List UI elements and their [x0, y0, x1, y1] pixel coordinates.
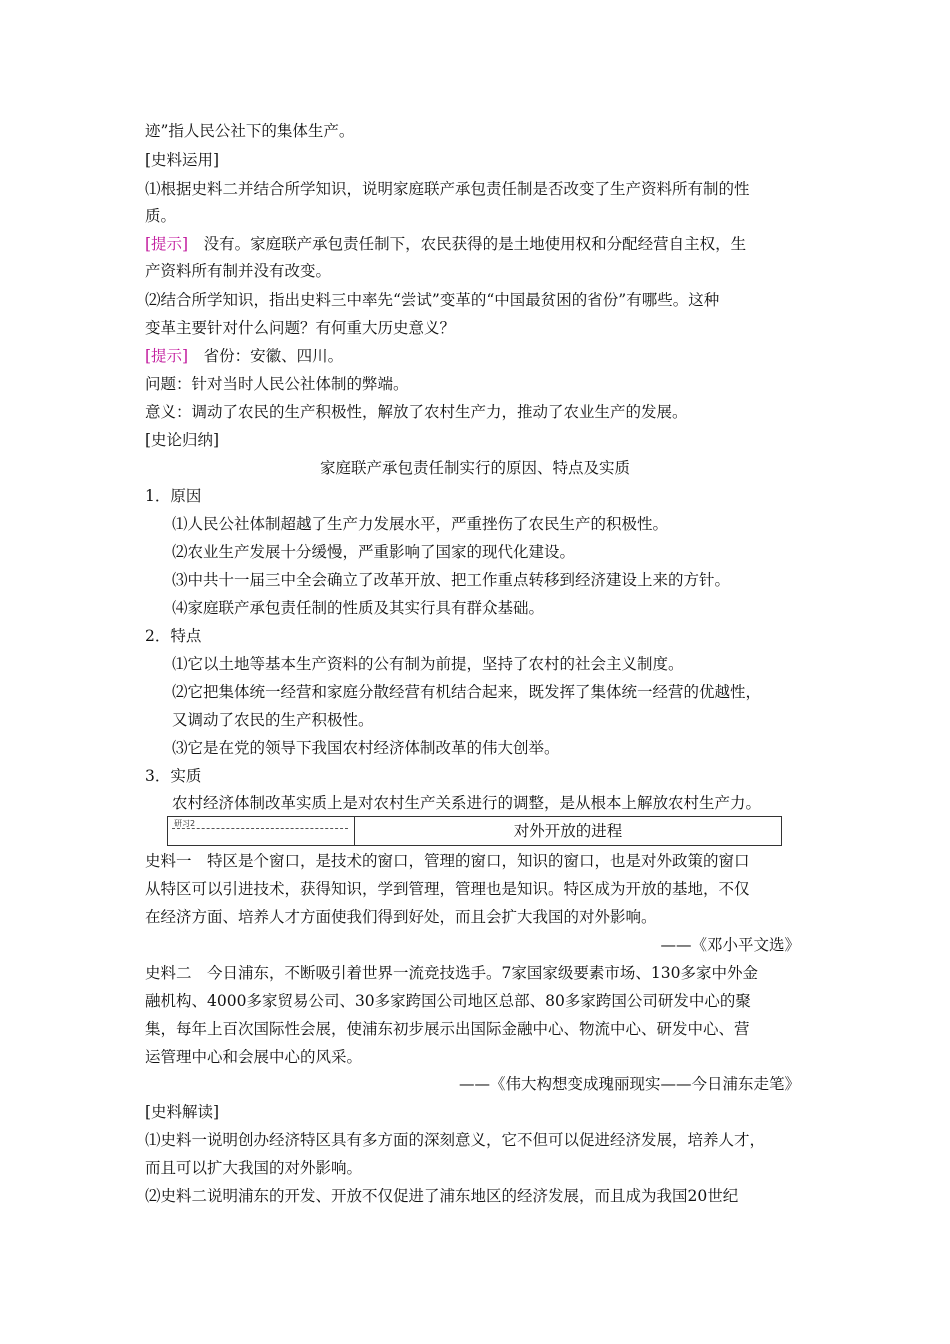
analysis-line: ⑵史料二说明浦东的开发、开放不仅促进了浦东地区的经济发展，而且成为我国20世纪 — [145, 1187, 739, 1205]
source-text: 在经济方面、培养人才方面使我们得到好处，而且会扩大我国的对外影响。 — [145, 908, 657, 926]
list-item: ⑴它以土地等基本生产资料的公有制为前提，坚持了农村的社会主义制度。 — [172, 655, 684, 673]
section-tag-cell — [168, 817, 355, 845]
answer-line — [145, 346, 343, 366]
source-text: 集，每年上百次国际性会展，使浦东初步展示出国际金融中心、物流中心、研发中心、营 — [145, 1020, 750, 1038]
hint-tag: [提示] — [145, 347, 189, 365]
question-line: 质。 — [145, 207, 177, 225]
question-line: ⑴根据史料二并结合所学知识，说明家庭联产承包责任制是否改变了生产资料所有制的性 — [145, 180, 750, 198]
section-header-box — [167, 816, 782, 846]
question-line: ⑵结合所学知识，指出史料三中率先“尝试”变革的“中国最贫困的省份”有哪些。这种 — [145, 291, 720, 309]
source-text: 史料二 今日浦东，不断吸引着世界一流竞技选手。7家国家级要素市场、130多家中外金 — [145, 964, 758, 982]
list-item: ⑵它把集体统一经营和家庭分散经营有机结合起来，既发挥了集体统一经营的优越性， — [172, 683, 762, 701]
answer-line: 问题：针对当时人民公社体制的弊端。 — [145, 375, 409, 393]
answer-line: 意义：调动了农民的生产积极性，解放了农村生产力，推动了农业生产的发展。 — [145, 403, 688, 421]
list-item: 又调动了农民的生产积极性。 — [172, 711, 374, 729]
source-text: 运管理中心和会展中心的风采。 — [145, 1048, 363, 1066]
dashed-divider — [172, 828, 348, 829]
list-item: ⑵农业生产发展十分缓慢，严重影响了国家的现代化建设。 — [172, 543, 576, 561]
answer-line: 产资料所有制并没有改变。 — [145, 262, 332, 280]
list-heading: 2．特点 — [145, 627, 202, 645]
analysis-line: ⑴史料一说明创办经济特区具有多方面的深刻意义，它不但可以促进经济发展，培养人才， — [145, 1131, 766, 1149]
analysis-line: 而且可以扩大我国的对外影响。 — [145, 1159, 363, 1177]
section-title: 对外开放的进程 — [513, 822, 623, 840]
source-citation: ——《伟大构想变成瑰丽现实——今日浦东走笔》 — [458, 1075, 800, 1093]
question-line: 变革主要针对什么问题？有何重大历史意义？ — [145, 319, 456, 337]
section-label: [史料解读] — [145, 1103, 220, 1121]
list-heading: 1．原因 — [145, 487, 202, 505]
source-citation: ——《邓小平文选》 — [660, 936, 800, 954]
hint-tag: [提示] — [145, 235, 189, 253]
answer-line — [145, 234, 746, 254]
summary-title: 家庭联产承包责任制实行的原因、特点及实质 — [319, 459, 630, 477]
answer-text: 没有。家庭联产承包责任制下，农民获得的是土地使用权和分配经营自主权，生 — [203, 235, 747, 253]
source-text: 融机构、4000多家贸易公司、30多家跨国公司地区总部、80多家跨国公司研发中心的聚 — [145, 992, 751, 1010]
list-item: ⑴人民公社体制超越了生产力发展水平，严重挫伤了农民生产的积极性。 — [172, 515, 669, 533]
list-heading: 3．实质 — [145, 767, 202, 785]
source-text: 史料一 特区是个窗口，是技术的窗口，管理的窗口，知识的窗口，也是对外政策的窗口 — [145, 852, 750, 870]
source-text: 从特区可以引进技术，获得知识，学到管理，管理也是知识。特区成为开放的基地，不仅 — [145, 880, 750, 898]
answer-text: 省份：安徽、四川。 — [203, 347, 344, 365]
section-label: [史论归纳] — [145, 431, 220, 449]
section-tag: 研习2 — [174, 819, 196, 828]
list-item: ⑶中共十一届三中全会确立了改革开放、把工作重点转移到经济建设上来的方针。 — [172, 571, 731, 589]
list-item: 农村经济体制改革实质上是对农村生产关系进行的调整，是从根本上解放农村生产力。 — [172, 794, 762, 812]
text-line: 迹”指人民公社下的集体生产。 — [145, 122, 355, 140]
list-item: ⑶它是在党的领导下我国农村经济体制改革的伟大创举。 — [172, 739, 560, 757]
section-label: [史料运用] — [145, 151, 220, 169]
list-item: ⑷家庭联产承包责任制的性质及其实行具有群众基础。 — [172, 599, 545, 617]
